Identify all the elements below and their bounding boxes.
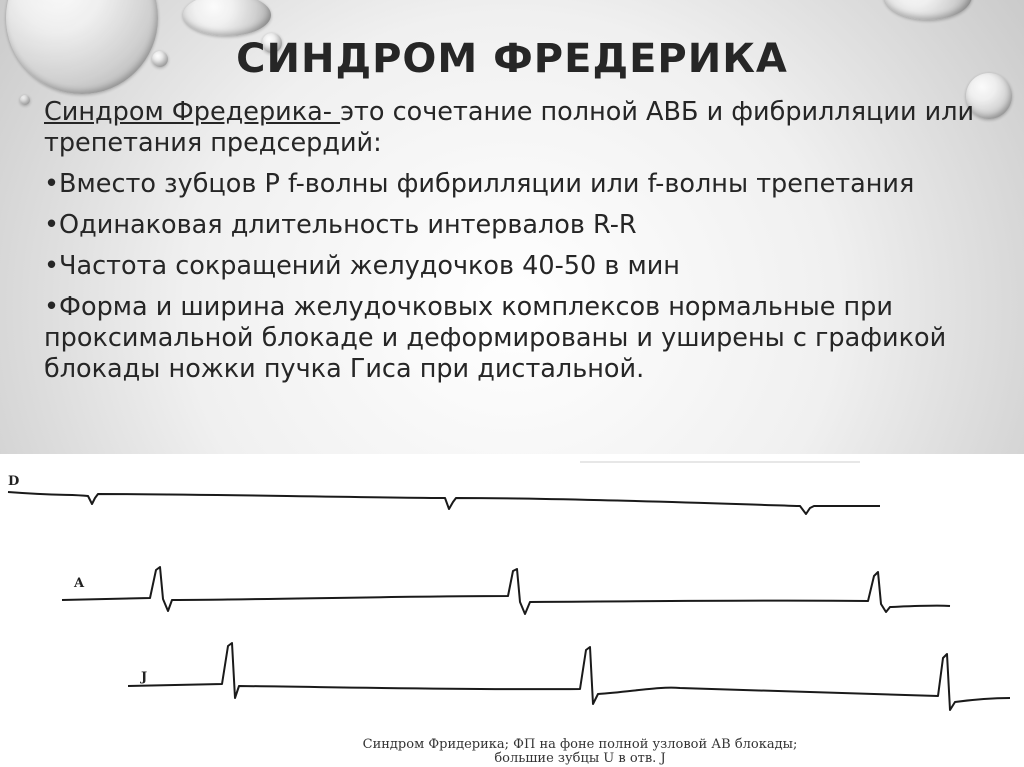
ecg-trace-j	[128, 643, 1010, 710]
bullet-item: •Одинаковая длительность интервалов R-R	[44, 210, 637, 240]
definition-paragraph	[44, 97, 994, 159]
decorative-bubble	[183, 0, 271, 36]
ecg-figure	[0, 454, 1024, 767]
decorative-bubble	[884, 0, 972, 20]
slide-content	[44, 97, 994, 395]
definition-term: Синдром Фредерика-	[44, 97, 341, 127]
lead-label-a: A	[74, 576, 85, 591]
bullet-item: •Вместо зубцов Р f-волны фибрилляции или f-волны трепетания	[44, 169, 915, 199]
decorative-bubble	[20, 95, 30, 105]
bullet-item: •Частота сокращений желудочков 40-50 в мин	[44, 251, 680, 281]
ecg-trace-d	[8, 492, 880, 514]
lead-label-j: J	[141, 670, 148, 685]
ecg-caption-line-1: Синдром Фридерика; ФП на фоне полной узловой АВ блокады;	[362, 737, 798, 752]
ecg-tracings	[0, 454, 1024, 767]
slide-title: СИНДРОМ ФРЕДЕРИКА	[236, 36, 788, 82]
ecg-caption-line-2: большие зубцы U в отв. J	[494, 751, 666, 766]
ecg-caption	[250, 738, 910, 766]
lead-label-d: D	[8, 474, 20, 489]
definition-text: это сочетание полной АВБ и фибрилляции или трепетания предсердий:	[44, 97, 975, 158]
ecg-trace-a	[62, 567, 950, 614]
bullet-item: •Форма и ширина желудочковых комплексов нормальные при проксимальной блокаде и деформированы и уширены с графикой блокады ножки пучка Гиса при дистальной.	[44, 292, 947, 384]
